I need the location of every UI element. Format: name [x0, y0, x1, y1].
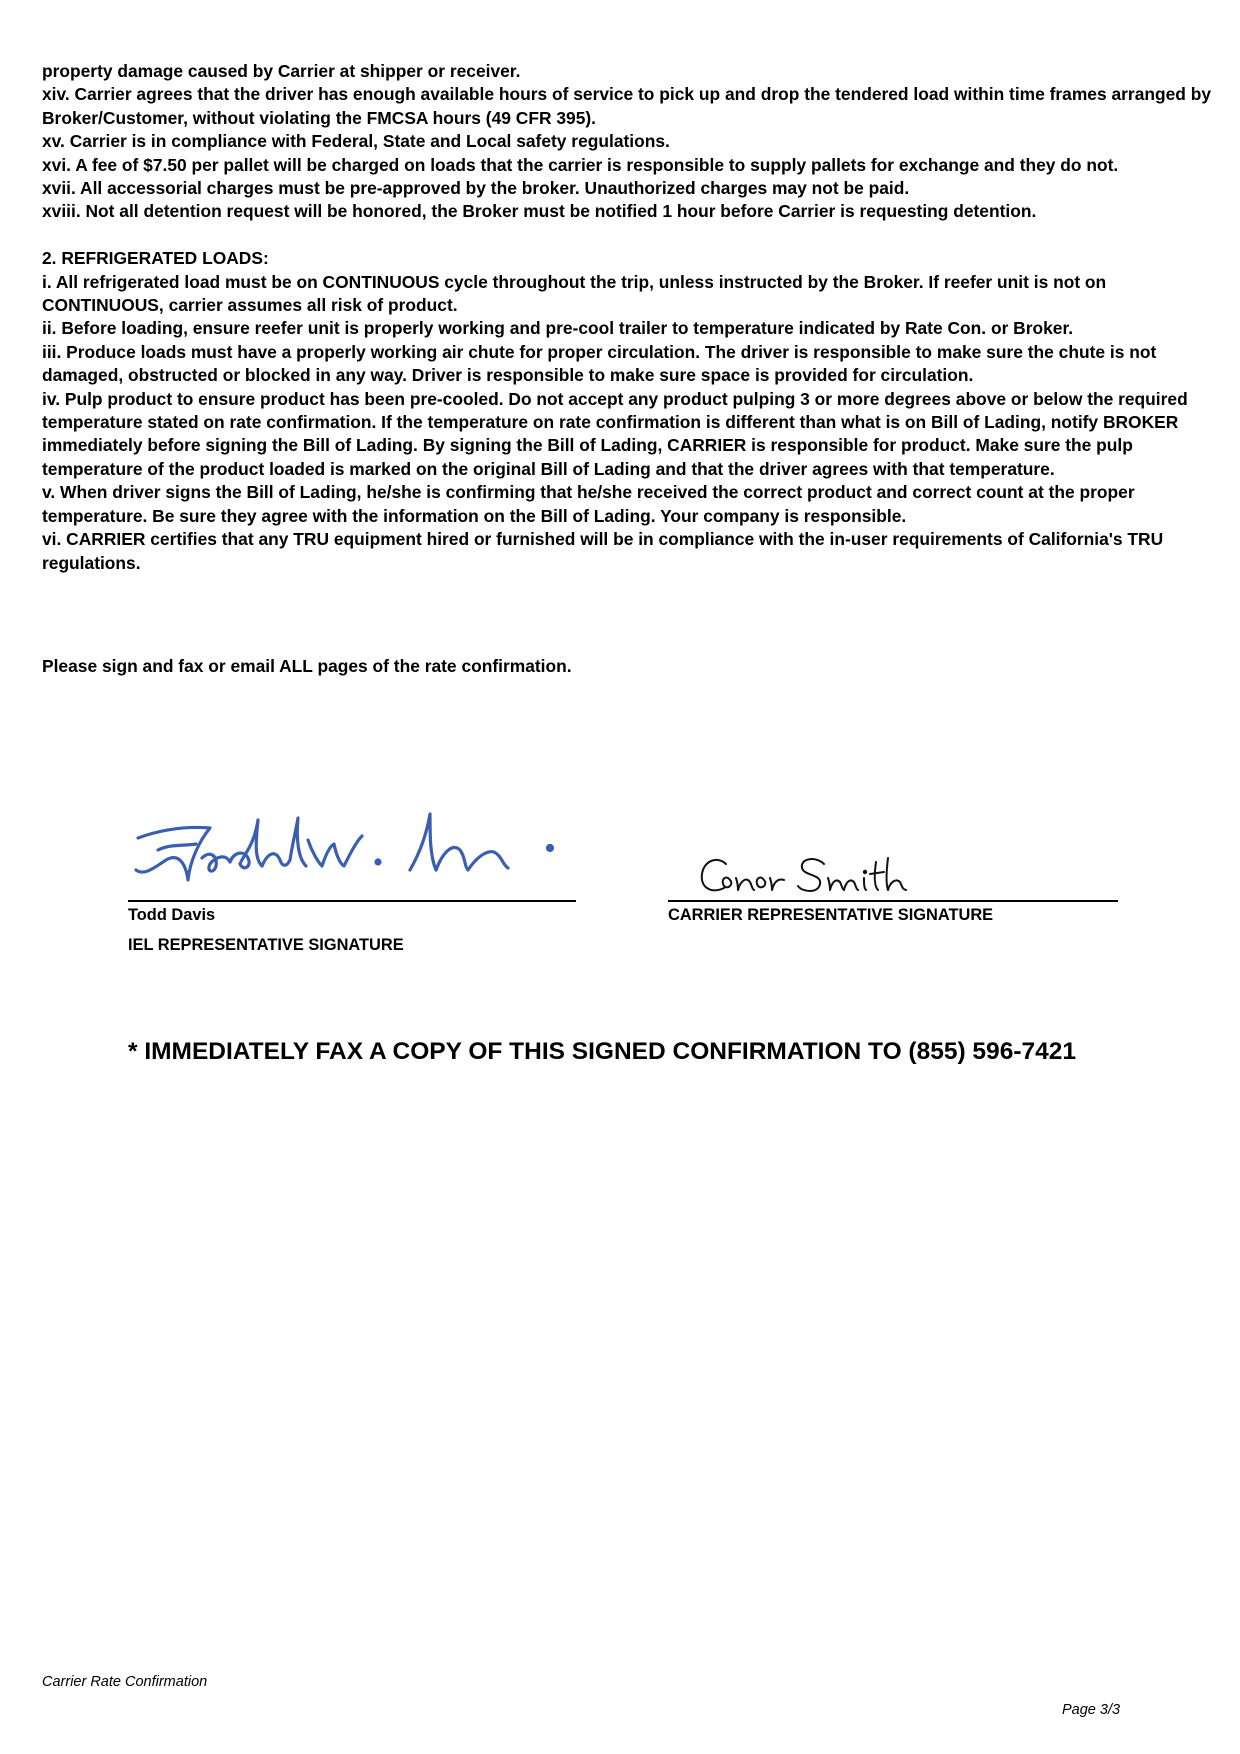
footer-page-number: Page 3/3	[1062, 1702, 1121, 1718]
sign-notice: Please sign and fax or email ALL pages of the rate confirmation.	[42, 656, 572, 676]
term-xvii: xvii. All accessorial charges must be pre-approved by the broker. Unauthorized charges may not be paid.	[42, 178, 910, 199]
iel-signature-title: IEL REPRESENTATIVE SIGNATURE	[128, 936, 404, 954]
carrier-signature-image	[698, 852, 908, 902]
carrier-signature-line	[668, 900, 1118, 902]
iel-signature-image	[130, 800, 570, 900]
refrigerated-term-i: i. All refrigerated load must be on CONTINUOUS cycle throughout the trip, unless instructed by the Broker. If reefer unit is not on CONTINUOUS, carrier assumes all risk of product.	[42, 271, 1107, 316]
refrigerated-term-iv: iv. Pulp product to ensure product has been pre-cooled. Do not accept any product pulping 3 or more degrees above or below the required temperature stated on rate confirmation. If the temperature on rate confirmation is different than what is on Bill of Lading, notify BROKER immediately before signing the Bill of Lading. By signing the Bill of Lading, CARRIER is responsible for product. Make sure the pulp temperature of the product loaded is marked on the original Bill of Lading and that the driver agrees with that temperature.	[42, 388, 1188, 479]
term-xiv: xiv. Carrier agrees that the driver has enough available hours of service to pick up and drop the tendered load within time frames arranged by Broker/Customer, without violating the FMCSA hours (49 CFR 395).	[42, 84, 1212, 128]
footer-document-name: Carrier Rate Confirmation	[42, 1674, 208, 1690]
carrier-signature-title: CARRIER REPRESENTATIVE SIGNATURE	[668, 906, 994, 924]
iel-signature-line	[128, 900, 576, 902]
refrigerated-term-vi: vi. CARRIER certifies that any TRU equipment hired or furnished will be in compliance with the in-user requirements of California's TRU regulations.	[42, 529, 1164, 573]
refrigerated-term-v: v. When driver signs the Bill of Lading, he/she is confirming that he/she received the correct product and correct count at the proper temperature. Be sure they agree with the information on the Bill of Lading. Your company is responsible.	[42, 482, 1135, 526]
fax-notice: * IMMEDIATELY FAX A COPY OF THIS SIGNED CONFIRMATION TO (855) 596-7421	[128, 1038, 1076, 1065]
term-continued: property damage caused by Carrier at shipper or receiver.	[42, 61, 521, 81]
term-xv: xv. Carrier is in compliance with Federal, State and Local safety regulations.	[42, 131, 670, 152]
term-xvi: xvi. A fee of $7.50 per pallet will be charged on loads that the carrier is responsible to supply pallets for exchange and they do not.	[42, 154, 1119, 175]
refrigerated-term-iii: iii. Produce loads must have a properly working air chute for proper circulation. The driver is responsible to make sure the chute is not damaged, obstructed or blocked in any way. Driver is responsible to make sure space is provided for circulation.	[42, 341, 1157, 386]
iel-signer-name: Todd Davis	[128, 906, 216, 924]
refrigerated-term-ii: ii. Before loading, ensure reefer unit is properly working and pre-cool trailer to temperature indicated by Rate Con. or Broker.	[42, 318, 1074, 339]
refrigerated-heading: 2. REFRIGERATED LOADS:	[42, 248, 269, 269]
term-xviii: xviii. Not all detention request will be honored, the Broker must be notified 1 hour before Carrier is requesting detention.	[42, 201, 1037, 222]
terms-section	[42, 60, 1212, 575]
